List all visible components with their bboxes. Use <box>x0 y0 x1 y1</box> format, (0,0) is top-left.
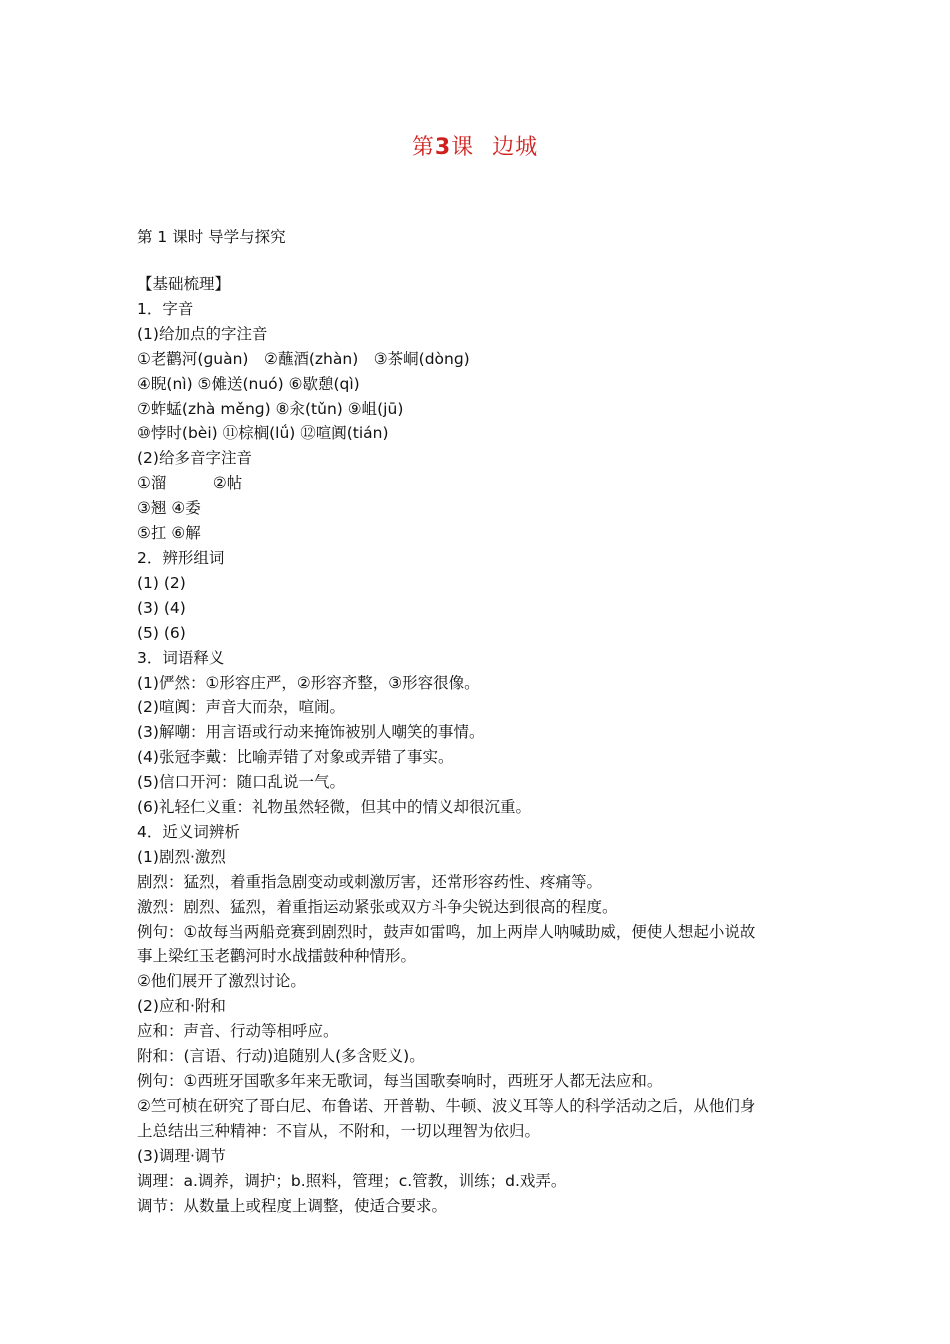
text-line: ⑩悖时(bèi) ⑪棕榈(lǘ) ⑫喧阗(tián) <box>137 424 389 443</box>
text-line: ②他们展开了激烈讨论。 <box>137 972 306 991</box>
text-line: 附和：(言语、行动)追随别人(多含贬义)。 <box>137 1047 425 1066</box>
text-line: ③翘 ④委 <box>137 499 201 518</box>
text-line: (2)给多音字注音 <box>137 449 252 468</box>
lesson-title <box>0 133 950 163</box>
document-body <box>137 272 817 1218</box>
text-line: (1)给加点的字注音 <box>137 324 268 343</box>
text-line: (5) (6) <box>137 623 186 642</box>
text-line: (2)应和·附和 <box>137 997 226 1016</box>
text-line: 调理：a.调养，调护；b.照料，管理；c.管教，训练；d.戏弄。 <box>137 1171 567 1190</box>
text-line: ②竺可桢在研究了哥白尼、布鲁诺、开普勒、牛顿、波义耳等人的科学活动之后，从他们身 <box>137 1096 756 1115</box>
text-line: 1．字音 <box>137 299 194 318</box>
text-line: 激烈：剧烈、猛烈，着重指运动紧张或双方斗争尖锐达到很高的程度。 <box>137 897 618 916</box>
text-line: (1)俨然：①形容庄严，②形容齐整，③形容很像。 <box>137 673 480 692</box>
text-line: (4)张冠李戴：比喻弄错了对象或弄错了事实。 <box>137 748 454 767</box>
text-line: (6)礼轻仁义重：礼物虽然轻微，但其中的情义却很沉重。 <box>137 798 531 817</box>
text-line: (3)调理·调节 <box>137 1146 226 1165</box>
text-line: (3) (4) <box>137 598 186 617</box>
text-line: (2)喧阗：声音大而杂，喧闹。 <box>137 698 345 717</box>
lesson-name: 边城 <box>492 135 539 160</box>
lesson-title-prefix: 第 <box>411 135 435 160</box>
text-line: 调节：从数量上或程度上调整，使适合要求。 <box>137 1196 448 1215</box>
text-line: 事上梁红玉老鹳河时水战擂鼓种种情形。 <box>137 947 417 966</box>
text-line: 应和：声音、行动等相呼应。 <box>137 1022 339 1041</box>
text-line: ①老鹳河(ɡuàn) ②蘸酒(zhàn) ③茶峒(dònɡ) <box>137 349 470 368</box>
lesson-title-mid: 课 <box>451 135 475 160</box>
text-line: (5)信口开河：随口乱说一气。 <box>137 773 345 792</box>
lesson-number: 3 <box>434 135 452 160</box>
text-line: 3．词语释义 <box>137 648 225 667</box>
text-line: ④睨(nì) ⑤傩送(nuó) ⑥歇憩(qì) <box>137 374 360 393</box>
text-line: ①溜 ②帖 <box>137 474 243 493</box>
text-line: (3)解嘲：用言语或行动来掩饰被别人嘲笑的事情。 <box>137 723 485 742</box>
text-line: 剧烈：猛烈，着重指急剧变动或刺激厉害，还常形容药性、疼痛等。 <box>137 872 603 891</box>
section-subtitle: 第 1 课时 导学与探究 <box>137 228 286 246</box>
text-line: 例句：①西班牙国歌多年来无歌词，每当国歌奏响时，西班牙人都无法应和。 <box>137 1072 663 1090</box>
text-line: ⑤扛 ⑥解 <box>137 524 201 543</box>
text-line: 例句：①故每当两船竞赛到剧烈时，鼓声如雷鸣，加上两岸人呐喊助威，便使人想起小说故 <box>137 922 756 941</box>
text-line: ⑦蚱蜢(zhà měnɡ) ⑧汆(tǔn) ⑨岨(jū) <box>137 399 404 418</box>
text-line: (1)剧烈·激烈 <box>137 847 226 866</box>
text-line: 2．辨形组词 <box>137 548 225 567</box>
text-line: 4．近义词辨析 <box>137 822 240 841</box>
text-line: 上总结出三种精神：不盲从，不附和，一切以理智为依归。 <box>137 1121 541 1140</box>
text-line: 【基础梳理】 <box>137 275 231 293</box>
text-line: (1) (2) <box>137 573 186 592</box>
